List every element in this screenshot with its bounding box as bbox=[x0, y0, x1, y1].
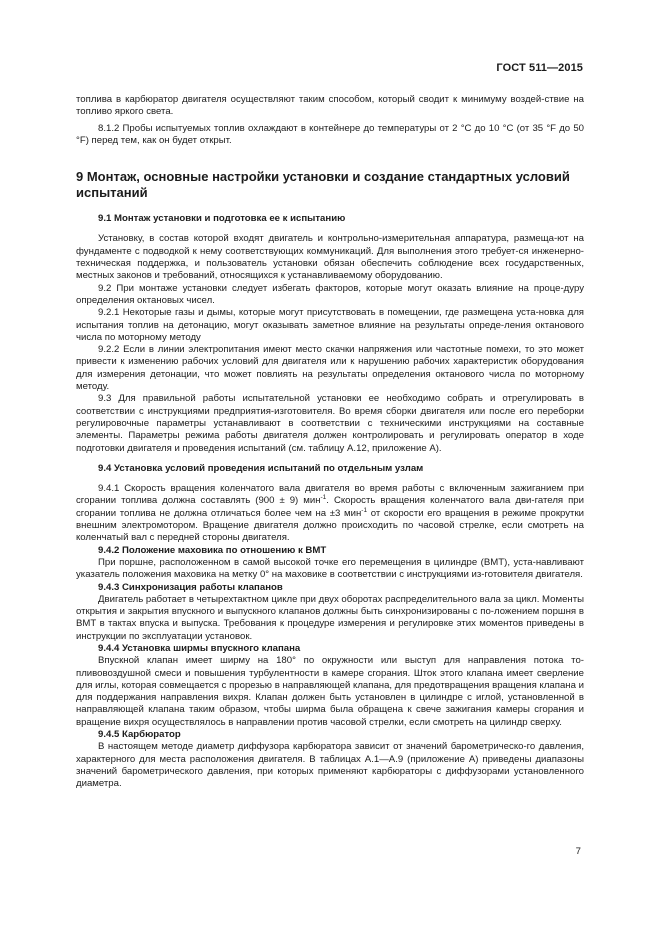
section-9-4-2-heading: 9.4.2 Положение маховика по отношению к ВМТ bbox=[98, 544, 327, 556]
paragraph: 9.2 При монтаже установки следует избегать факторов, которые могут оказать влияние на проце-дуру определения октановых чисел. bbox=[76, 282, 584, 306]
text-run: 9.4.1 Скорость вращения коленчатого вала двигателя во время работы с включенным зажиганием при сгорании топлива должна составлять (900 ± 9) мин bbox=[76, 483, 584, 507]
paragraph: 9.3 Для правильной работы испытательной установки ее необходимо собрать и отрегулировать в соответствии с инструкциями предприятия-изготовителя. Во время сборки двигателя или после его переборки регулировочные параметры устанавливают в соответствии с техническими инструкциями на составные элементы. Параметры режима работы двигателя должен контролировать и регулировать оператор в ходе подготовки двигателя и проведения испытаний (см. таблицу А.12, приложение А). bbox=[76, 393, 584, 454]
paragraph: При поршне, расположенном в самой высокой точке его перемещения в цилиндре (ВМТ), уста-навливают указатель положения маховика на метку 0° на маховике в соответствии с инструкциями из-готовителя двигателя. bbox=[76, 556, 584, 581]
paragraph: Установку, в состав которой входят двигатель и контрольно-измерительная аппаратура, размеща-ют на фундаменте с подводкой к нему соответствующих коммуникаций. Для выполнения этого требует-ся инженерно-техническая поддержка, и пользователь установки обязан обеспечить соблюдение всех государственных, местных законов и требований, относящихся к устанавливаемому оборудованию. bbox=[76, 233, 584, 282]
page-number: 7 bbox=[575, 846, 581, 857]
paragraph: 9.2.2 Если в линии электропитания имеют место скачки напряжения или частотные помехи, то это может привести к изменению рабочих условий для двигателя или к нарушению рабочих характеристик оборудования для измерения детонации, что может повлиять на результаты определения октанового числа по моторному методу. bbox=[76, 344, 584, 393]
paragraph: топлива в карбюратор двигателя осуществляют таким способом, который сводит к минимуму воздей-ствие на топливо яркого света. bbox=[76, 94, 584, 118]
section-9-title: 9 Монтаж, основные настройки установки и создание стандартных условий испытаний bbox=[76, 169, 570, 201]
section-9-4-4-heading: 9.4.4 Установка ширмы впускного клапана bbox=[98, 642, 301, 654]
standard-header: ГОСТ 511—2015 bbox=[496, 62, 583, 74]
text-run: . Скорость вращения коленчатого вала дви-гателя при сгорании топлива не должна отличаться более чем на ±3 мин bbox=[76, 495, 584, 519]
section-9-4-heading: 9.4 Установка условий проведения испытаний по отдельным узлам bbox=[98, 462, 424, 474]
paragraph-9-4-1 bbox=[76, 483, 584, 544]
section-9-4-3-heading: 9.4.3 Синхронизация работы клапанов bbox=[98, 581, 283, 593]
text-run: от скорости его вращения в режиме прокрутки внешним электромотором. Вращение двигателя должно происходить по часовой стрелке, если смотреть на коленчатый вал с передней стороны двигателя. bbox=[76, 507, 584, 544]
paragraph: В настоящем методе диаметр диффузора карбюратора зависит от значений барометрическо-го давления, характерного для места расположения двигателя. В таблицах А.1—А.9 (приложение А) приведены диапазоны значений барометрического давления, при которых применяют карбюраторы с диффузорами установленного диаметра. bbox=[76, 741, 584, 790]
section-9-1-heading: 9.1 Монтаж установки и подготовка ее к испытанию bbox=[98, 213, 346, 225]
section-9-heading bbox=[76, 169, 584, 201]
paragraph: Двигатель работает в четырехтактном цикле при двух оборотах распределительного вала за цикл. Моменты открытия и закрытия впускного и выпускного клапанов должны быть синхронизированы с по-ложением поршня в ВМТ в тактах впуска и выпуска. Требования к процедуре измерения и регулировке этих моментов приведены в инструкции по эксплуатации установок. bbox=[76, 593, 584, 642]
paragraph: 9.2.1 Некоторые газы и дымы, которые могут присутствовать в помещении, где размещена уста-новка для испытания топлив на детонацию, могут оказывать заметное влияние на результаты опреде-ления октанового числа по моторному методу bbox=[76, 307, 584, 343]
superscript: -1 bbox=[320, 494, 327, 502]
section-9-4-5-heading: 9.4.5 Карбюратор bbox=[98, 729, 181, 741]
paragraph: 8.1.2 Пробы испытуемых топлив охлаждают в контейнере до температуры от 2 °С до 10 °С (от 35 °F до 50 °F) перед тем, как он будет открыт. bbox=[76, 122, 584, 146]
paragraph: Впускной клапан имеет ширму на 180° по окружности или выступ для направления потока то-пливовоздушной смеси и повышения турбулентности в камере сгорания. Шток этого клапана имеет сверление для иглы, которая совмещается с прорезью в направляющей клапана, для предотвращения вращения клапана и для поддержания направления вихря. Клапан должен быть установлен в цилиндре с иглой, установленной в направляющей клапана таким образом, чтобы ширма была обращена к свече зажигания камеры сгорания и вращение вихря осуществлялось в направлении против часовой стрелки, если смотреть на цилиндр сверху. bbox=[76, 655, 584, 728]
superscript: -1 bbox=[361, 506, 368, 514]
page-body bbox=[76, 94, 584, 791]
